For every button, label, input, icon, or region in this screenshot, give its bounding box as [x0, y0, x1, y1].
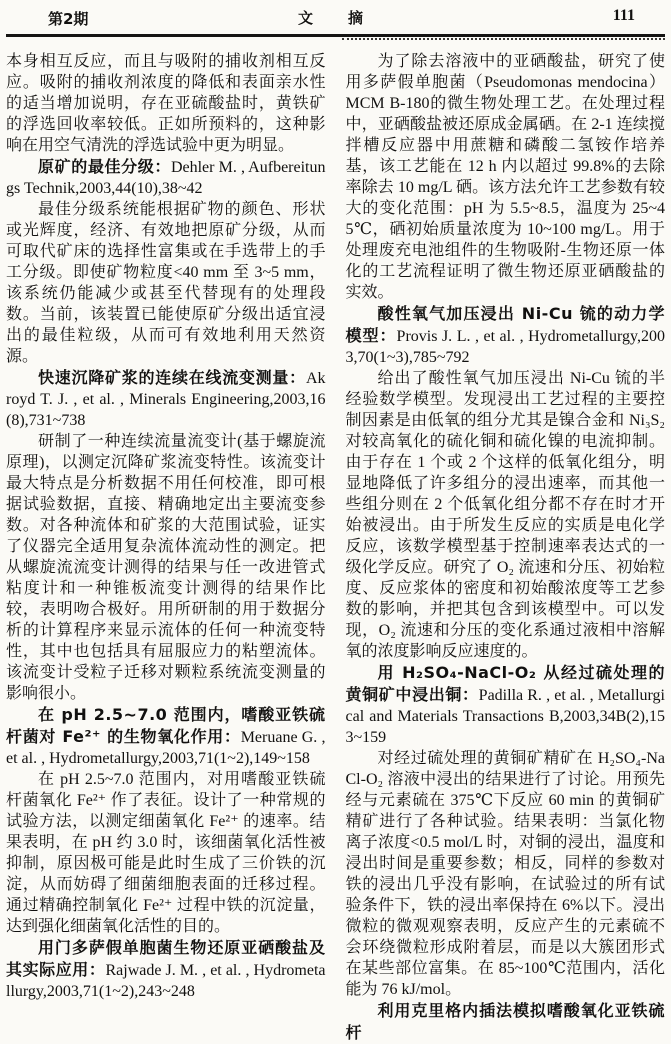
abstract-text: 研制了一种连续流量流变计(基于螺旋流原理)，以测定沉降矿浆流变特性。该流变计最大特点是分析数据不用任何校准，即可根据试验数据，直接、精确地定出主要流变参数。对各种流体和矿浆的大范围试验，证实了仪器完全适用复杂流体流动性的测定。把从螺旋流流变计测得的结果与任一改进管式粘度计和一种锥板流变计测得的结果作比较，表明吻合极好。用所研制的用于数据分析的计算程序来显示流体的任何一种流变特性，其中也包括具有屈服应力的粘塑流体。该流变计受粒子迁移对颗粒系统流变测量的影响很小。 — [6, 433, 326, 702]
abstract-entry — [346, 303, 666, 368]
abstract-text: Akroyd T. J. , et al. , Minerals Engineering,2003,16 (8),731~738 — [6, 370, 326, 429]
abstract-text: Dehler M. , Aufbereitungs Technik,2003,44(10),38~42 — [6, 159, 326, 197]
abstract-title: 用门多萨假单胞菌生物还原亚硒酸盐及其实际应用： — [6, 938, 326, 979]
abstract-text: Padilla R. , et al. , Metallurgical and Materials Transactions B,2003,34B(2),153~159 — [345, 687, 665, 746]
page-title: 文 摘 — [297, 9, 374, 27]
abstract-paragraph — [346, 748, 666, 1000]
abstract-text: Meruane G. , et al. , Hydrometallurgy,2003,71(1~2),149~158 — [6, 729, 326, 767]
abstract-title: 在 pH 2.5~7.0 范围内，嗜酸亚铁硫杆菌对 Fe²⁺ 的生物氧化作用： — [6, 705, 326, 746]
abstract-text: 为了除去溶液中的亚硒酸盐，研究了使用多萨假单胞菌（Pseudomonas mendocina）MCM B-180的微生物处理工艺。在处理过程中，亚硒酸盐被还原成金属硒。在 2-1 连续搅拌槽反应器中用蔗糖和磷酸二氢铵作培养基，该工艺能在 12 h 内以超过 99.8%的去除率除去 10 mg/L 硒。该方法允许工艺参数有较大的变化范围：pH 为 5.5~8.5，温度为 25~45℃，硒初始质量浓度为 10~100 mg/L。用于处理废充电池组件的生物吸附-生物还原一体化的工艺流程证明了微生物还原亚硒酸盐的实效。 — [345, 53, 665, 301]
abstract-text: 在 pH 2.5~7.0 范围内，对用嗜酸亚铁硫杆菌氧化 Fe²⁺ 作了表征。设计了一种常规的试验方法，以测定细菌氧化 Fe²⁺ 的速率。结果表明，在 pH 约 3.0 时，该细菌氧化活性被抑制，原因极可能是此时生成了三价铁的沉淀，从而妨碍了细菌细胞表面的迁移过程。通过精确控制氧化 Fe²⁺ 过程中铁的沉淀量，达到强化细菌氧化活性的目的。 — [6, 771, 326, 935]
page-header — [6, 0, 665, 34]
page-number: 111 — [612, 7, 635, 24]
abstract-entry — [346, 662, 666, 748]
abstract-text: 给出了酸性氧气加压浸出 Ni-Cu 锍的半经验数学模型。发现浸出工艺过程的主要控制因素是由低氧的组分尤其是镍合金和 Ni₃S₂ 对较高氧化的硫化铜和硫化镍的电流抑制。由于存在 1 个或 2 个这样的低氧化组分，明显地降低了许多组分的浸出速率，而其他一些组分则在 2 个低氧化组分都不存在时才开始被浸出。由于所发生反应的实质是电化学反应，该数学模型基于控制速率表达式的一级化学反应。研究了 O₂ 流速和分压、初始粒度、反应浆体的密度和初始酸浓度等工艺参数的影响，并把其包含到该模型中。可以发现，O₂ 流速和分压的变化系通过液相中溶解氧的浓度影响反应速度的。 — [345, 370, 665, 660]
abstract-entry — [6, 937, 326, 1002]
abstract-text: Rajwade J. M. , et al. , Hydrometallurgy,2003,71(1~2),243~248 — [6, 962, 326, 1000]
abstract-paragraph — [6, 431, 326, 704]
right-column — [346, 51, 666, 1044]
abstract-paragraph — [346, 368, 666, 662]
abstract-entry — [6, 156, 326, 199]
issue-label: 第2期 — [48, 10, 89, 28]
abstract-title: 利用克里格内插法模拟嗜酸氧化亚铁硫杆 — [345, 1001, 665, 1042]
header-rule — [6, 34, 665, 43]
abstract-title: 酸性氧气加压浸出 Ni-Cu 锍的动力学模型： — [345, 304, 665, 345]
abstract-entry — [346, 1000, 666, 1044]
left-column — [6, 51, 326, 1044]
abstract-paragraph — [6, 769, 326, 937]
abstract-text: 对经过硫处理的黄铜矿精矿在 H₂SO₄-NaCl-O₂ 溶液中浸出的结果进行了讨论。用预先经与元素硫在 375℃下反应 60 min 的黄铜矿精矿进行了各种试验。结果表明：当氯化物离子浓度<0.5 mol/L 时，对铜的浸出，温度和浸出时间是重要参数；相反，同样的参数对铁的浸出几乎没有影响，在试验过的所有试验条件下，铁的浸出率保持在 6%以下。浸出微粒的微观观察表明，反应产生的元素硫不会环绕微粒形成附着层，而是以大簇团形式在某些部位富集。在 85~100℃范围内，活化能为 76 kJ/mol。 — [345, 750, 665, 998]
abstract-title: 用 H₂SO₄-NaCl-O₂ 从经过硫处理的黄铜矿中浸出铜： — [345, 663, 665, 704]
abstract-entry — [6, 367, 326, 431]
abstract-title: 快速沉降矿浆的连续在线流变测量： — [38, 368, 306, 387]
article-body — [6, 43, 665, 1044]
abstract-paragraph — [346, 51, 666, 303]
abstract-entry — [6, 704, 326, 769]
abstract-title: 原矿的最佳分级： — [38, 157, 171, 176]
abstract-text: 最佳分级系统能根据矿物的颜色、形状或光辉度，经济、有效地把原矿分级，从而可取代矿床的选择性富集或在手选带上的手工分级。即使矿物粒度<40 mm 至 3~5 mm，该系统仍能减少或甚至代替现有的处理段数。当前，该装置已能使原矿分级出适宜浸出的最佳粒级，从而可有效地利用天然资源。 — [6, 201, 326, 365]
abstract-text: 本身相互反应，而且与吸附的捕收剂相互反应。吸附的捕收剂浓度的降低和表面亲水性的适当增加说明，存在亚硫酸盐时，黄铁矿的浮选回收率较低。正如所预料的，这种影响在用空气清洗的浮选试验中更为明显。 — [6, 53, 326, 154]
abstract-paragraph — [6, 51, 326, 156]
abstract-paragraph — [6, 199, 326, 367]
abstract-text: Provis J. L. , et al. , Hydrometallurgy,2003,70(1~3),785~792 — [345, 328, 665, 366]
